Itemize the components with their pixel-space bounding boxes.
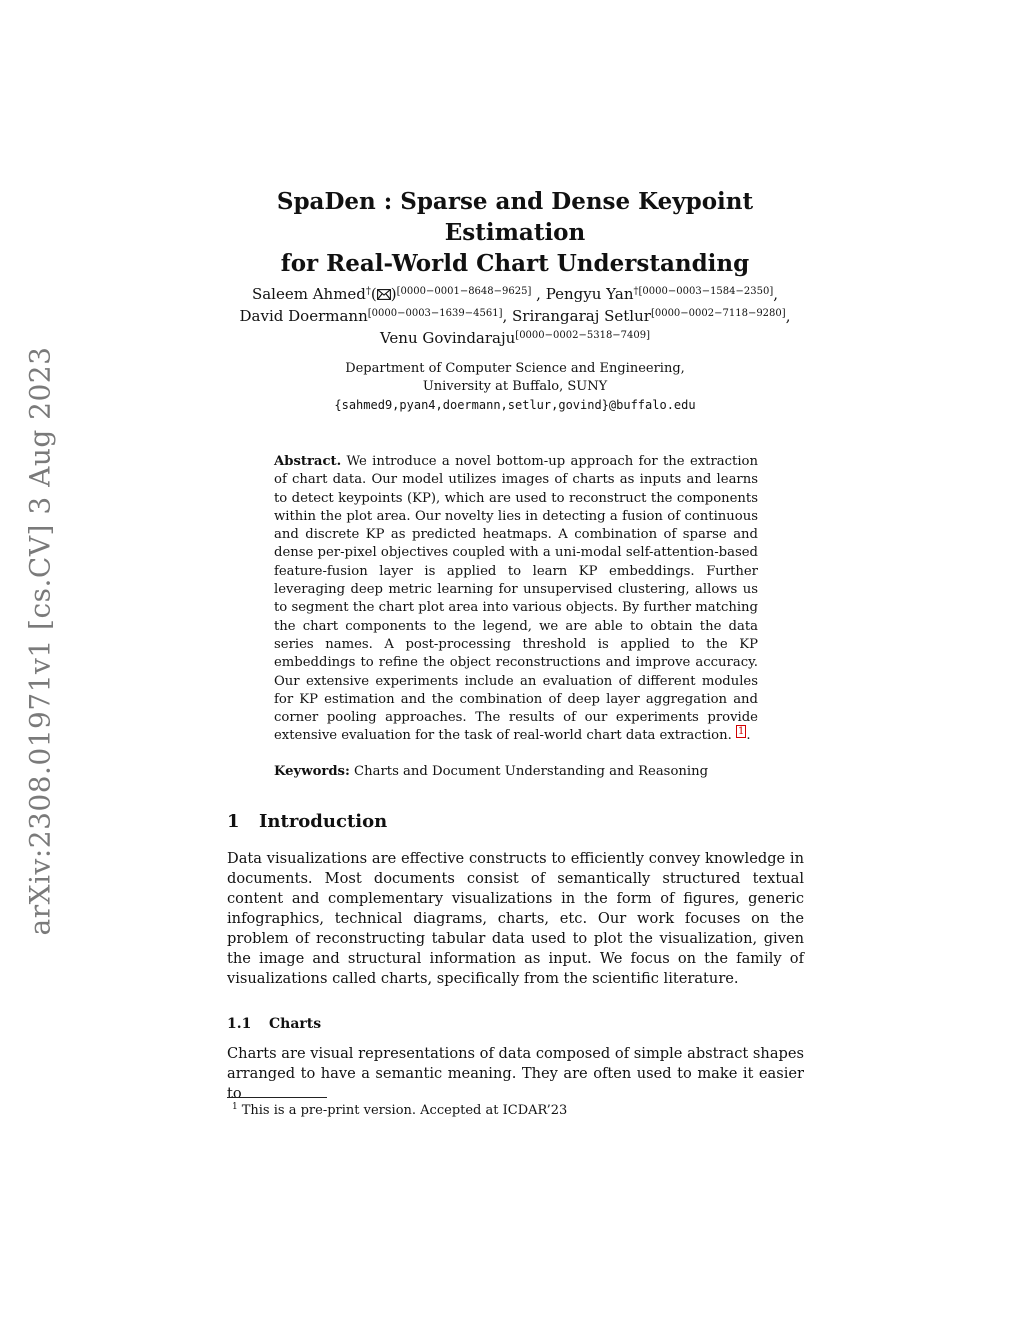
author-block: [220, 282, 810, 348]
author-4-name: Srirangaraj Setlur: [512, 307, 651, 325]
section-heading-introduction: [227, 811, 387, 832]
author-sep-4: ,: [785, 307, 791, 325]
subsection-title: Charts: [269, 1016, 322, 1032]
author-line-1: [220, 282, 810, 304]
paper-title: [220, 186, 810, 279]
footnote-link[interactable]: 1: [737, 726, 745, 738]
subsection-heading-charts: [227, 1016, 321, 1032]
footnote-mark: 1: [232, 1102, 238, 1112]
author-3-name: David Doermann: [239, 307, 368, 325]
title-line-1: SpaDen : Sparse and Dense Keypoint Estimation: [276, 188, 754, 246]
author-1-dagger: †: [365, 286, 371, 297]
arxiv-id: arXiv:2308.01971v1 [cs.CV] 3 Aug 2023: [23, 346, 57, 936]
affiliation-university: University at Buffalo, SUNY: [422, 379, 608, 394]
footnote-rule: [227, 1097, 327, 1098]
keywords-label: Keywords:: [274, 764, 350, 779]
abstract-end: .: [746, 728, 751, 744]
author-line-3: [220, 326, 810, 348]
author-sep-1: ,: [531, 285, 546, 303]
abstract: [274, 453, 758, 746]
abstract-label: Abstract.: [274, 454, 342, 469]
introduction-paragraph: Data visualizations are effective constructs to efficiently convey knowledge in documents. Most documents consist of semantically structured textual content and complementary visualizations in the form of figures, generic infographics, technical diagrams, charts, etc. Our work focuses on the problem of reconstructing tabular data used to plot the visualization, given the image and structural information as input. We focus on the family of visualizations called charts, specifically from the scientific literature.: [227, 850, 804, 987]
keywords-text: Charts and Document Understanding and Reasoning: [354, 764, 709, 779]
title-line-2: for Real-World Chart Understanding: [280, 250, 750, 277]
arxiv-sidebar-stamp: [8, 346, 72, 936]
author-4-orcid: [0000−0002−7118−9280]: [650, 308, 786, 319]
subsection-number: 1.1: [227, 1016, 252, 1032]
author-emails[interactable]: {sahmed9,pyan4,doermann,setlur,govind}@buffalo.edu: [334, 398, 696, 412]
section-title: Introduction: [259, 811, 388, 832]
author-3-orcid: [0000−0003−1639−4561]: [367, 308, 503, 319]
author-1-paren-close: ): [390, 285, 397, 303]
charts-paragraph: Charts are visual representations of data composed of simple abstract shapes arranged to have a semantic meaning. They are often used to make it easier to: [227, 1045, 804, 1102]
abstract-text: We introduce a novel bottom-up approach for the extraction of chart data. Our model utilizes images of charts as inputs and learns to detect keypoints (KP), which are used to reconstruct the components within the plot area. Our novelty lies in detecting a fusion of continuous and discrete KP as predicted heatmaps. A combination of sparse and dense per-pixel objectives coupled with a uni-modal self-attention-based feature-fusion layer is applied to learn KP embeddings. Further leveraging deep metric learning for unsupervised clustering, allows us to segment the chart plot area into various objects. By further matching the chart components to the legend, we are able to obtain the data series names. A post-processing threshold is applied to the KP embeddings to refine the object reconstructions and improve accuracy. Our extensive experiments include an evaluation of different modules for KP estimation and the combination of deep layer aggregation and corner pooling approaches. The results of our experiments provide extensive evaluation for the task of real-world chart data extraction.: [274, 454, 758, 744]
author-sep-3: ,: [502, 307, 513, 325]
author-5-orcid: [0000−0002−5318−7409]: [515, 330, 651, 341]
author-line-2: [220, 304, 810, 326]
author-1-name: Saleem Ahmed: [251, 285, 366, 303]
author-1-orcid: [0000−0001−8648−9625]: [396, 286, 532, 297]
section-number: 1: [227, 811, 240, 832]
footnote: [232, 1099, 567, 1119]
affiliation-department: Department of Computer Science and Engineering,: [345, 361, 685, 376]
envelope-icon[interactable]: [377, 289, 391, 300]
author-5-name: Venu Govindaraju: [379, 329, 516, 347]
keywords: [274, 763, 758, 781]
affiliation-block: [220, 360, 810, 414]
footnote-text: This is a pre-print version. Accepted at ICDAR’23: [241, 1103, 568, 1118]
author-1-paren-open: (: [370, 285, 377, 303]
author-2-orcid: †[0000−0003−1584−2350]: [633, 286, 774, 297]
author-sep-2: ,: [773, 285, 779, 303]
author-2-name: Pengyu Yan: [545, 285, 634, 303]
